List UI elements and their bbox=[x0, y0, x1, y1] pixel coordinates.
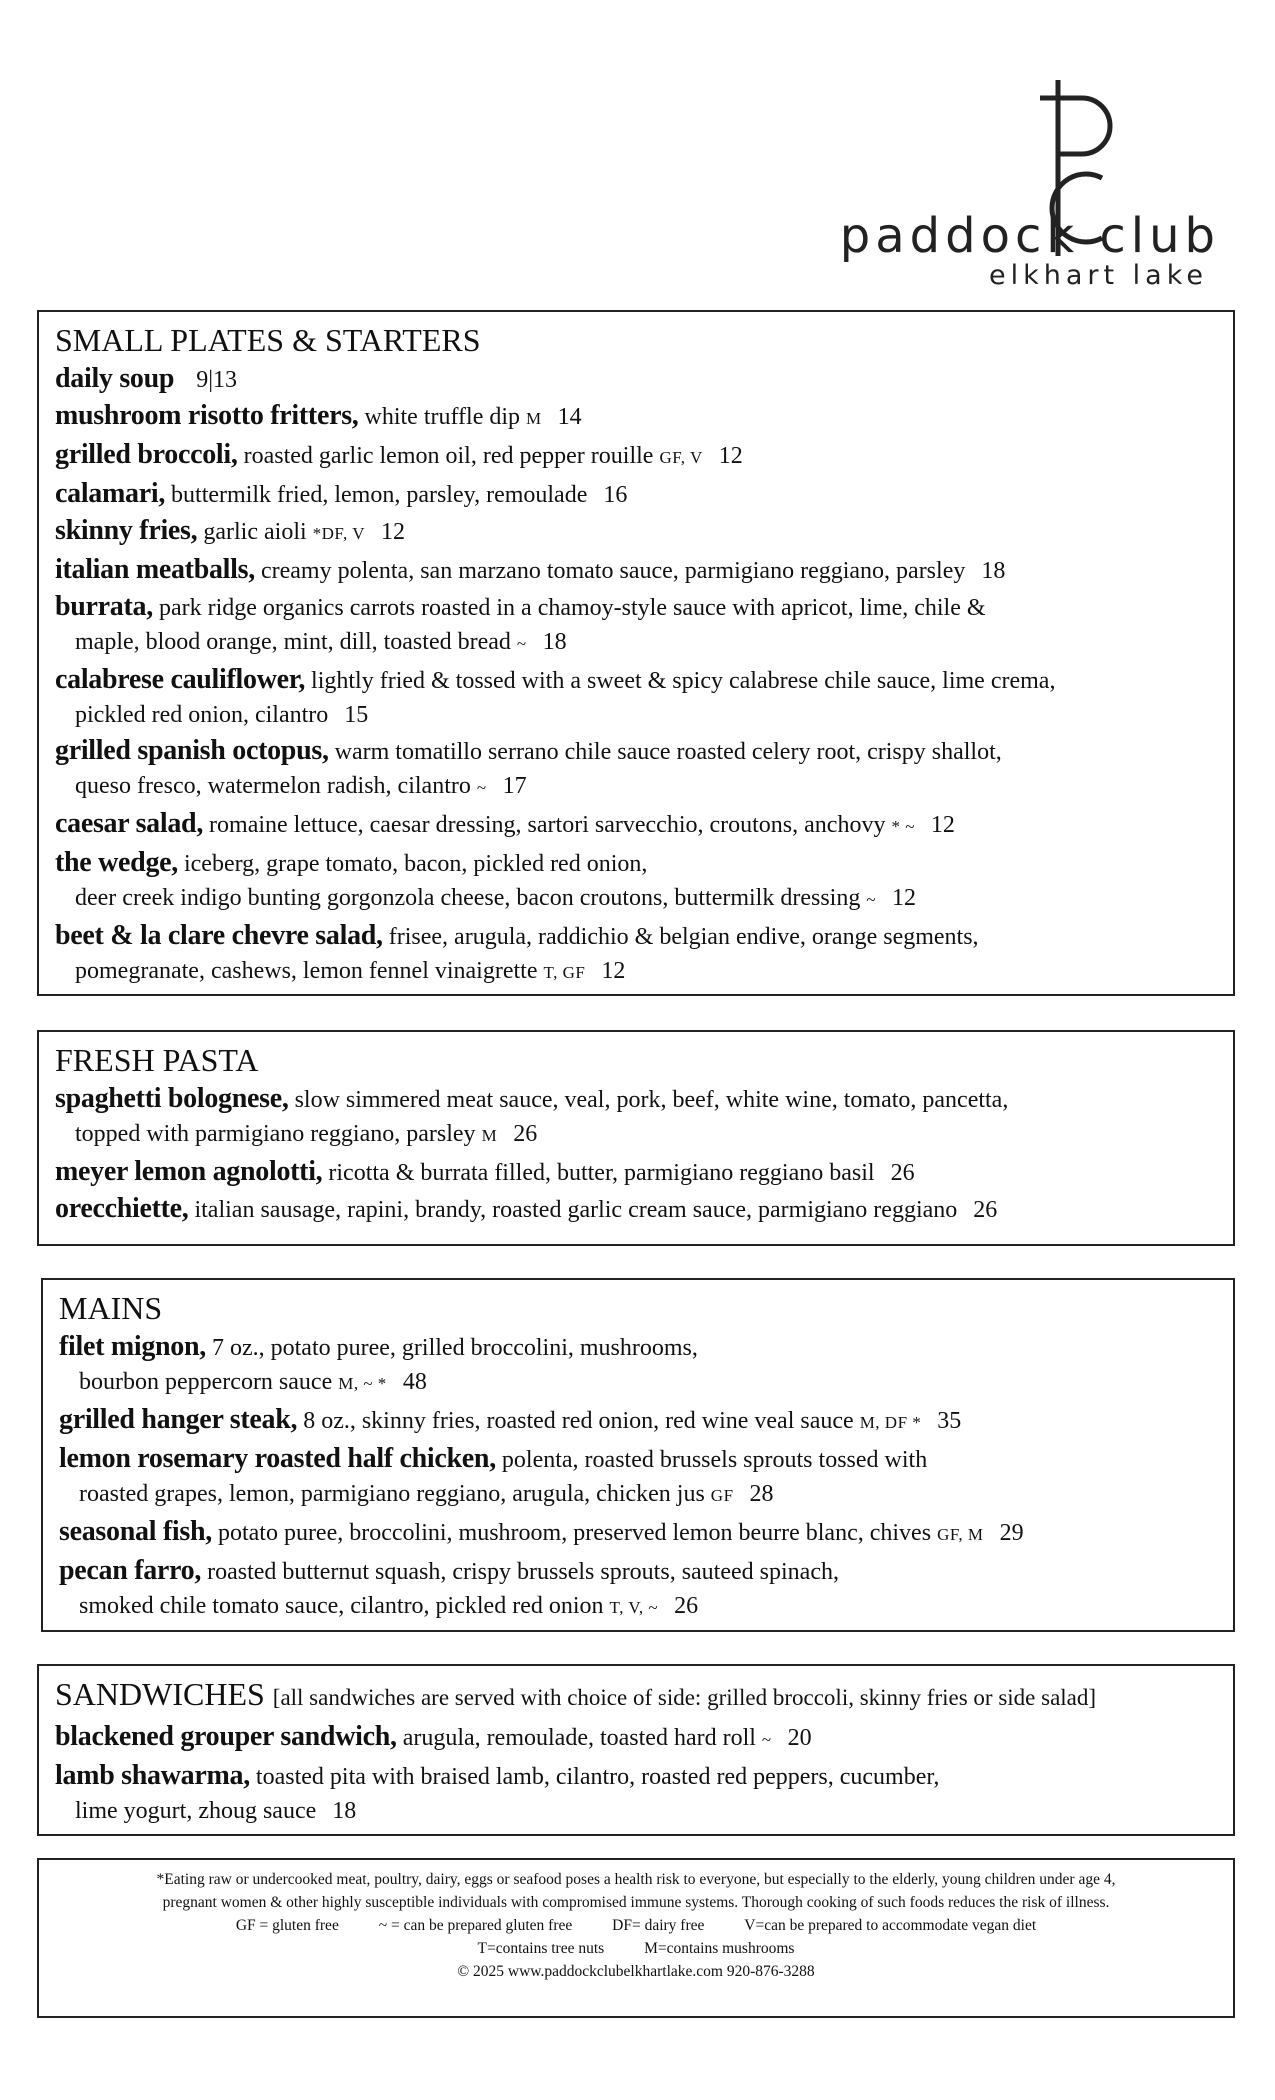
menu-item-name: the wedge, bbox=[55, 847, 178, 878]
menu-item-tags: * ~ bbox=[891, 817, 915, 836]
menu-item-name: grilled broccoli, bbox=[55, 439, 238, 470]
menu-item-price: 12 bbox=[892, 885, 917, 911]
menu-item-price: 29 bbox=[999, 1520, 1024, 1546]
menu-item-line bbox=[55, 514, 1219, 551]
menu-item bbox=[59, 1554, 1219, 1625]
menu-item-line bbox=[55, 1155, 1219, 1190]
menu-item bbox=[55, 807, 1219, 844]
menu-item-price: 48 bbox=[402, 1369, 427, 1395]
menu-item-name: orecchiette, bbox=[55, 1193, 189, 1224]
menu-item-name: skinny fries, bbox=[55, 515, 198, 546]
menu-item-line bbox=[55, 881, 1219, 917]
menu-item-price: 26 bbox=[513, 1121, 538, 1147]
menu-item-price: 16 bbox=[603, 482, 628, 508]
menu-item-description: polenta, roasted brussels sprouts tossed with bbox=[501, 1447, 928, 1473]
menu-item-description-cont: roasted grapes, lemon, parmigiano reggiano, arugula, chicken jus bbox=[79, 1481, 705, 1507]
menu-item-description: park ridge organics carrots roasted in a chamoy-style sauce with apricot, lime, chile & bbox=[158, 595, 986, 621]
menu-item-line bbox=[55, 625, 1219, 661]
menu-item-tags: M, DF * bbox=[859, 1413, 922, 1432]
menu-item-description: ricotta & burrata filled, butter, parmigiano reggiano basil bbox=[328, 1160, 875, 1186]
menu-item-line bbox=[59, 1330, 1219, 1365]
menu-item-line bbox=[59, 1442, 1219, 1477]
legend-t: T=contains tree nuts bbox=[477, 1940, 605, 1957]
menu-item-name: calamari, bbox=[55, 478, 166, 509]
section-title: SMALL PLATES & STARTERS bbox=[55, 322, 481, 358]
menu-item-description-cont: lime yogurt, zhoug sauce bbox=[75, 1798, 317, 1824]
menu-item-line bbox=[55, 553, 1219, 588]
menu-item-line bbox=[59, 1365, 1219, 1401]
menu-item-description-cont: bourbon peppercorn sauce bbox=[79, 1369, 333, 1395]
menu-item bbox=[55, 477, 1219, 512]
menu-item bbox=[55, 1082, 1219, 1153]
menu-item-price: 17 bbox=[502, 773, 527, 799]
section-mains bbox=[41, 1278, 1235, 1632]
menu-item-price: 18 bbox=[332, 1798, 357, 1824]
menu-item-description-cont: deer creek indigo bunting gorgonzola cheese, bacon croutons, buttermilk dressing bbox=[75, 885, 861, 911]
section-note: [all sandwiches are served with choice of side: grilled broccoli, skinny fries or side salad] bbox=[272, 1685, 1097, 1710]
menu-item-name: spaghetti bolognese, bbox=[55, 1083, 289, 1114]
menu-item bbox=[55, 734, 1219, 805]
legend-tilde: ~ = can be prepared gluten free bbox=[378, 1917, 573, 1934]
menu-item-line bbox=[55, 477, 1219, 512]
menu-item-price: 14 bbox=[557, 404, 582, 430]
menu-item-price: 26 bbox=[973, 1197, 998, 1223]
menu-item-line bbox=[55, 590, 1219, 625]
menu-item bbox=[55, 1759, 1219, 1828]
legend-row-1 bbox=[39, 1914, 1233, 1937]
menu-item-price: 15 bbox=[344, 702, 369, 728]
menu-item-description: arugula, remoulade, toasted hard roll bbox=[402, 1725, 756, 1751]
menu-item-tags: *DF, V bbox=[312, 524, 365, 543]
menu-item-price: 26 bbox=[890, 1160, 915, 1186]
menu-item-tags: M bbox=[481, 1126, 498, 1145]
menu-item bbox=[55, 919, 1219, 990]
menu-item-description-cont: queso fresco, watermelon radish, cilantro bbox=[75, 773, 471, 799]
section-sandwiches bbox=[37, 1664, 1235, 1836]
menu-item-line bbox=[55, 438, 1219, 475]
menu-item-description: italian sausage, rapini, brandy, roasted garlic cream sauce, parmigiano reggiano bbox=[194, 1197, 958, 1223]
menu-item-line bbox=[55, 1192, 1219, 1227]
legend-row-2 bbox=[39, 1937, 1233, 1960]
brand-location: elkhart lake bbox=[988, 260, 1208, 291]
menu-item-description: romaine lettuce, caesar dressing, sartori sarvecchio, croutons, anchovy bbox=[209, 812, 886, 838]
menu-item-line bbox=[55, 362, 1219, 397]
section-title: MAINS bbox=[59, 1290, 163, 1326]
menu-item-line bbox=[55, 1794, 1219, 1828]
section-header bbox=[55, 1674, 1219, 1718]
menu-item-price: 12 bbox=[601, 958, 626, 984]
menu-item-name: calabrese cauliflower, bbox=[55, 664, 306, 695]
menu-item-line bbox=[55, 769, 1219, 805]
menu-item-description: frisee, arugula, raddichio & belgian endive, orange segments, bbox=[388, 924, 979, 950]
menu-item-name: lamb shawarma, bbox=[55, 1760, 250, 1791]
menu-item-line bbox=[55, 1759, 1219, 1794]
menu-item-name: grilled hanger steak, bbox=[59, 1404, 298, 1435]
copyright: © 2025 www.paddockclubelkhartlake.com 920-876-3288 bbox=[457, 1963, 815, 1980]
menu-item-description: warm tomatillo serrano chile sauce roasted celery root, crispy shallot, bbox=[334, 739, 1002, 765]
menu-item-line bbox=[59, 1403, 1219, 1440]
menu-item-line bbox=[55, 1082, 1219, 1117]
menu-item-line bbox=[59, 1589, 1219, 1625]
menu-item-price: 18 bbox=[981, 558, 1006, 584]
menu-item-description: toasted pita with braised lamb, cilantro, roasted red peppers, cucumber, bbox=[255, 1764, 940, 1790]
menu-item-name: burrata, bbox=[55, 591, 153, 622]
menu-item bbox=[59, 1442, 1219, 1513]
legend-m: M=contains mushrooms bbox=[644, 1940, 795, 1957]
menu-item bbox=[55, 590, 1219, 661]
menu-item-name: blackened grouper sandwich, bbox=[55, 1721, 397, 1752]
menu-item-tags: M bbox=[526, 409, 542, 428]
menu-item-name: grilled spanish octopus, bbox=[55, 735, 329, 766]
paddock-club-logo bbox=[800, 78, 1220, 291]
menu-item-price: 28 bbox=[749, 1481, 774, 1507]
menu-item-line bbox=[55, 399, 1219, 436]
menu-item-price: 9|13 bbox=[196, 367, 237, 393]
section-title: SANDWICHES bbox=[55, 1676, 265, 1712]
menu-item-description: iceberg, grape tomato, bacon, pickled red onion, bbox=[183, 851, 648, 877]
menu-item bbox=[59, 1403, 1219, 1440]
menu-item-price: 12 bbox=[930, 812, 955, 838]
legend-df: DF= dairy free bbox=[612, 1917, 705, 1934]
disclaimer-line-1: *Eating raw or undercooked meat, poultry, dairy, eggs or seafood poses a health risk to everyone, but especially to the elderly, young children under age 4, bbox=[156, 1871, 1116, 1888]
menu-item-name: caesar salad, bbox=[55, 808, 204, 839]
menu-item-tags: GF bbox=[710, 1486, 734, 1505]
section-title: FRESH PASTA bbox=[55, 1042, 259, 1078]
menu-item-name: italian meatballs, bbox=[55, 554, 255, 585]
menu-item-price: 35 bbox=[937, 1408, 962, 1434]
menu-item-price: 20 bbox=[787, 1725, 812, 1751]
section-small-plates bbox=[37, 310, 1235, 996]
menu-item-name: filet mignon, bbox=[59, 1331, 206, 1362]
menu-item-line bbox=[55, 698, 1219, 732]
menu-item-line bbox=[55, 663, 1219, 698]
menu-item-description: buttermilk fried, lemon, parsley, remoulade bbox=[171, 482, 588, 508]
menu-item-line bbox=[55, 919, 1219, 954]
footer-disclaimer bbox=[37, 1858, 1235, 2018]
menu-item-description-cont: pomegranate, cashews, lemon fennel vinaigrette bbox=[75, 958, 538, 984]
menu-item-price: 18 bbox=[542, 629, 567, 655]
legend-v: V=can be prepared to accommodate vegan diet bbox=[744, 1917, 1037, 1934]
menu-item-tags: ~ bbox=[761, 1730, 772, 1749]
menu-item-line bbox=[59, 1515, 1219, 1552]
menu-item-tags: ~ bbox=[476, 778, 487, 797]
menu-item-description: garlic aioli bbox=[203, 519, 307, 545]
menu-item bbox=[55, 399, 1219, 436]
legend-gf: GF = gluten free bbox=[235, 1917, 339, 1934]
menu-item-line bbox=[59, 1554, 1219, 1589]
menu-item bbox=[55, 438, 1219, 475]
menu-item bbox=[59, 1330, 1219, 1401]
menu-item-line bbox=[59, 1477, 1219, 1513]
menu-item-description: roasted butternut squash, crispy brussels sprouts, sauteed spinach, bbox=[207, 1559, 839, 1585]
section-fresh-pasta bbox=[37, 1030, 1235, 1246]
menu-item-price: 12 bbox=[718, 443, 743, 469]
menu-item-line bbox=[55, 807, 1219, 844]
menu-item-name: mushroom risotto fritters, bbox=[55, 400, 359, 431]
menu-item-line bbox=[55, 1117, 1219, 1153]
menu-item bbox=[55, 514, 1219, 551]
menu-item-name: daily soup bbox=[55, 363, 175, 394]
menu-item-description: creamy polenta, san marzano tomato sauce, parmigiano reggiano, parsley bbox=[260, 558, 966, 584]
menu-item-description: lightly fried & tossed with a sweet & spicy calabrese chile sauce, lime crema, bbox=[311, 668, 1056, 694]
menu-item-description: 7 oz., potato puree, grilled broccolini, mushrooms, bbox=[211, 1335, 698, 1361]
menu-item-line bbox=[55, 1720, 1219, 1757]
menu-item-line bbox=[55, 846, 1219, 881]
menu-item-name: lemon rosemary roasted half chicken, bbox=[59, 1443, 496, 1474]
menu-item-name: beet & la clare chevre salad, bbox=[55, 920, 383, 951]
disclaimer-line-2: pregnant women & other highly susceptible individuals with compromised immune systems. Thorough cooking of such foods reduces the risk of illness. bbox=[162, 1894, 1110, 1911]
menu-item bbox=[55, 553, 1219, 588]
menu-item-description: potato puree, broccolini, mushroom, preserved lemon beurre blanc, chives bbox=[217, 1520, 932, 1546]
menu-item bbox=[59, 1515, 1219, 1552]
menu-item-description-cont: smoked chile tomato sauce, cilantro, pickled red onion bbox=[79, 1593, 604, 1619]
menu-item-line bbox=[55, 734, 1219, 769]
menu-item bbox=[55, 1155, 1219, 1190]
menu-item-tags: ~ bbox=[516, 634, 527, 653]
menu-item-tags: ~ bbox=[866, 890, 877, 909]
menu-item-tags: M, ~ * bbox=[338, 1374, 387, 1393]
menu-item-price: 26 bbox=[674, 1593, 699, 1619]
menu-item-price: 12 bbox=[381, 519, 405, 545]
brand-name: paddock club bbox=[839, 208, 1220, 264]
menu-item-tags: GF, M bbox=[937, 1525, 984, 1544]
menu-item bbox=[55, 663, 1219, 732]
menu-item-description: 8 oz., skinny fries, roasted red onion, red wine veal sauce bbox=[303, 1408, 854, 1434]
menu-item-tags: T, GF bbox=[543, 963, 586, 982]
menu-item-description: roasted garlic lemon oil, red pepper rouille bbox=[243, 443, 654, 469]
menu-item-name: seasonal fish, bbox=[59, 1516, 212, 1547]
menu-item bbox=[55, 362, 1219, 397]
menu-item-description-cont: maple, blood orange, mint, dill, toasted bread bbox=[75, 629, 511, 655]
menu-item-description-cont: pickled red onion, cilantro bbox=[75, 702, 329, 728]
menu-item-description-cont: topped with parmigiano reggiano, parsley bbox=[75, 1121, 476, 1147]
menu-item-line bbox=[55, 954, 1219, 990]
menu-item-tags: T, V, ~ bbox=[609, 1598, 659, 1617]
menu-item bbox=[55, 1720, 1219, 1757]
menu-item bbox=[55, 846, 1219, 917]
menu-item-name: pecan farro, bbox=[59, 1555, 202, 1586]
menu-item-name: meyer lemon agnolotti, bbox=[55, 1156, 323, 1187]
menu-item-description: white truffle dip bbox=[364, 404, 521, 430]
menu-item-description: slow simmered meat sauce, veal, pork, beef, white wine, tomato, pancetta, bbox=[294, 1087, 1009, 1113]
menu-item bbox=[55, 1192, 1219, 1227]
menu-item-tags: GF, V bbox=[659, 448, 703, 467]
